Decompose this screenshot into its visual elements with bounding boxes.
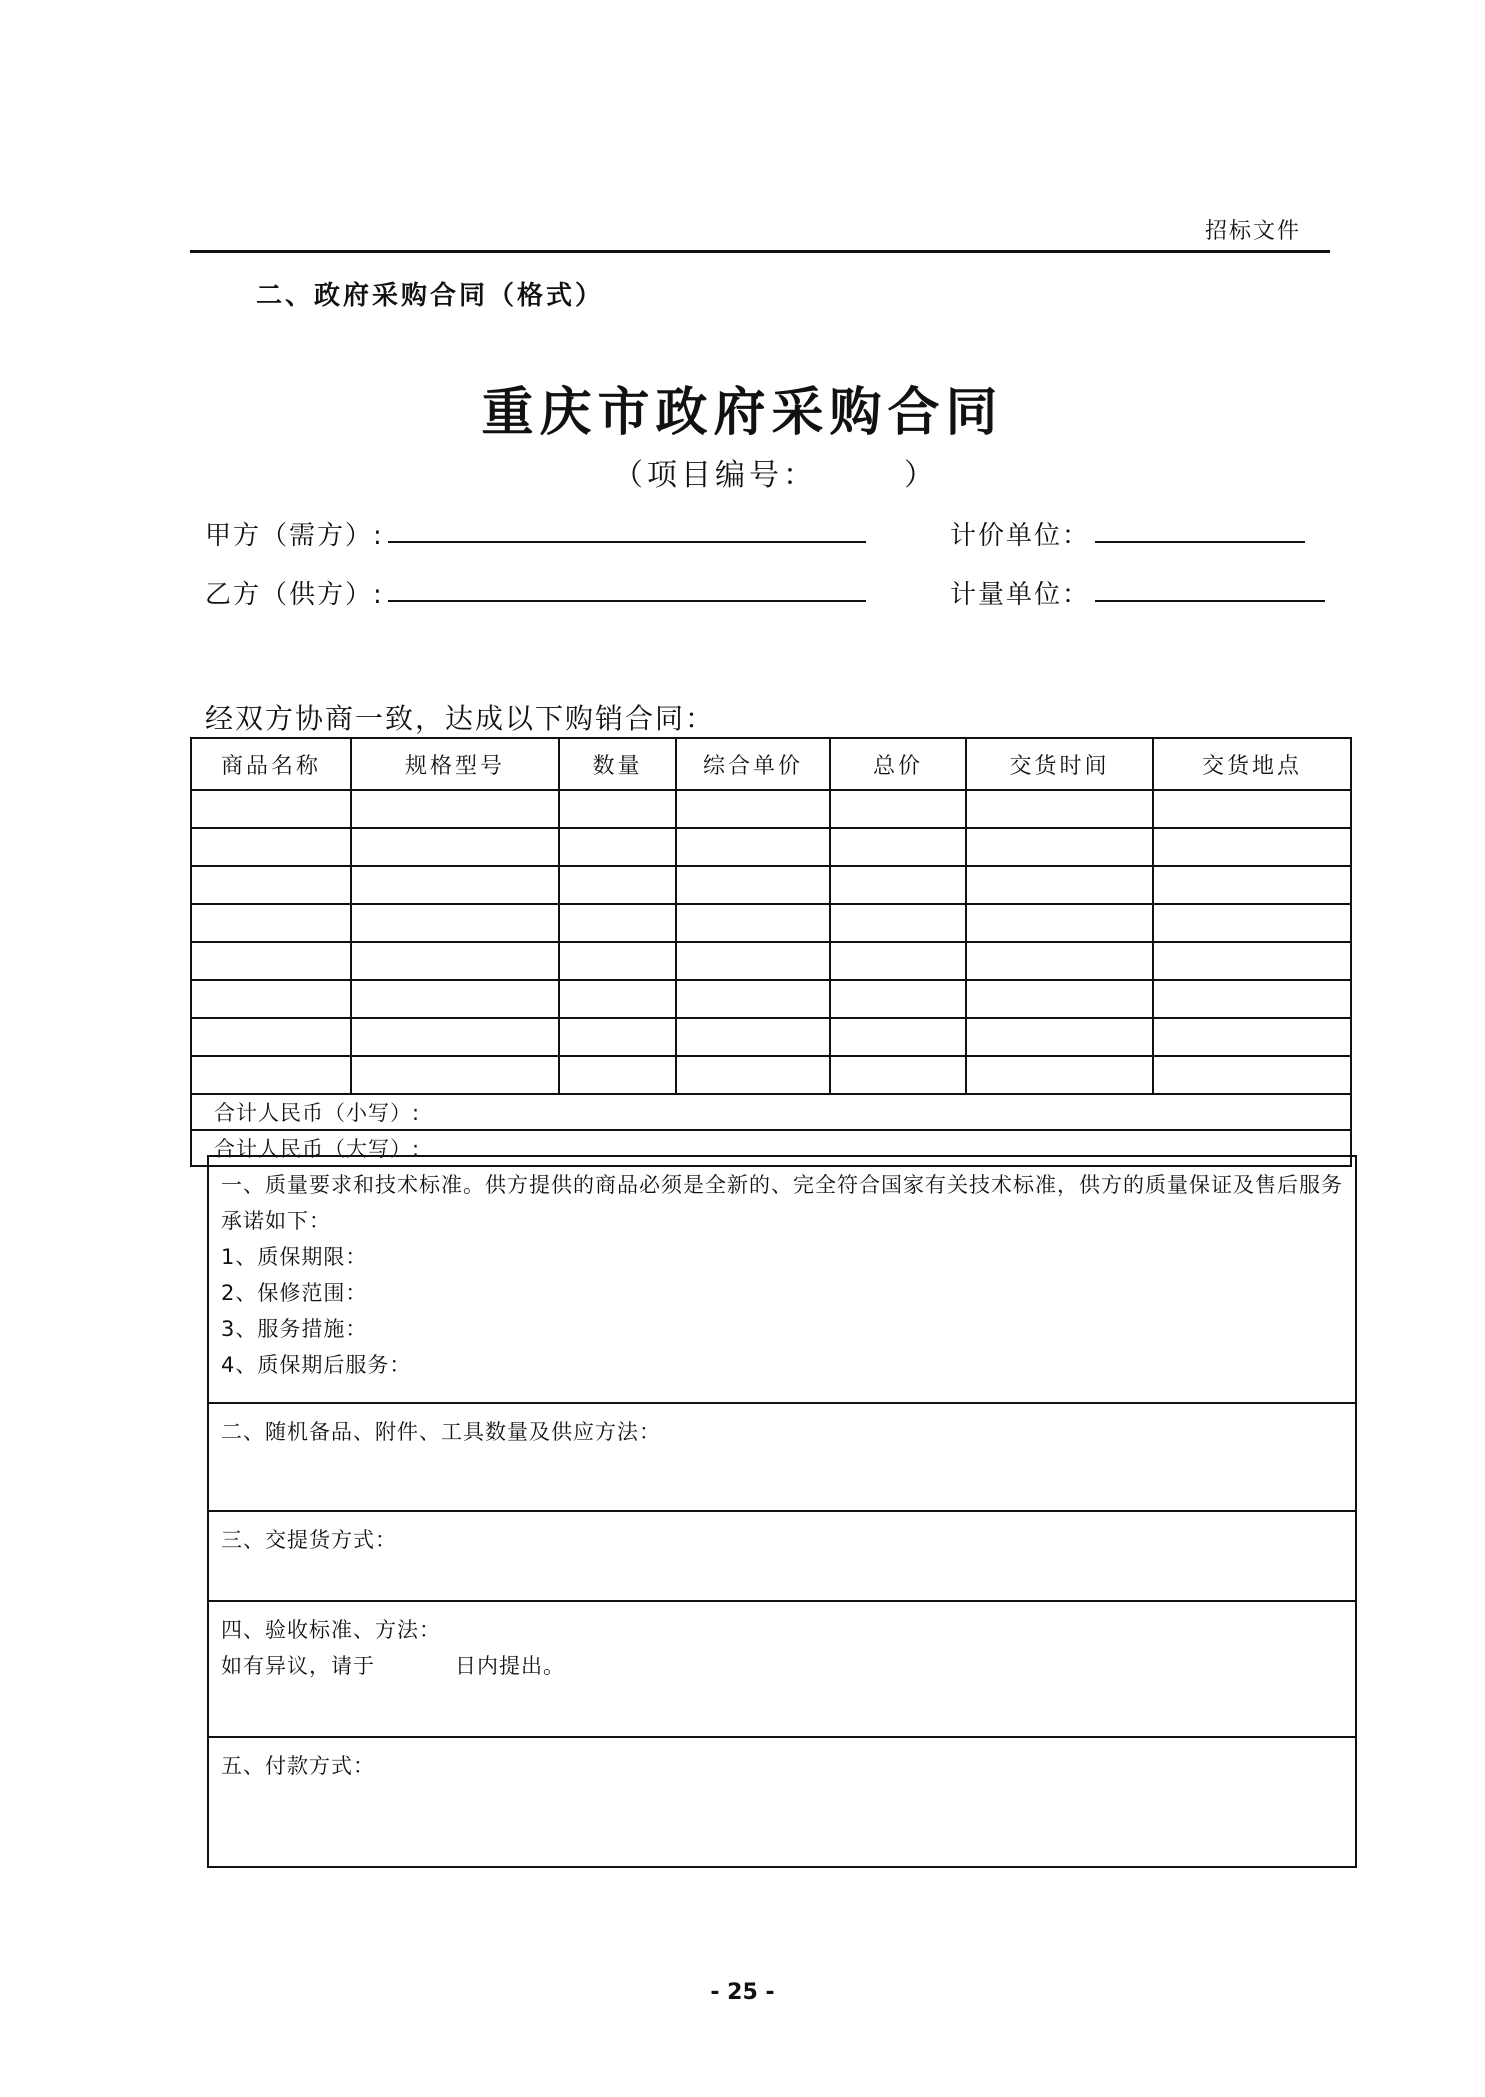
goods-cell	[351, 942, 559, 980]
goods-cell	[830, 904, 966, 942]
document-header-tag: 招标文件	[1205, 219, 1302, 244]
total-lower-label: 合计人民币（小写）:	[191, 1094, 1351, 1130]
goods-cell	[191, 790, 351, 828]
goods-cell	[966, 1018, 1153, 1056]
party-b-label: 乙方（供方）:	[205, 580, 384, 610]
goods-row	[191, 866, 1351, 904]
page-number: - 25 -	[710, 1980, 775, 2005]
quality-item: 3、服务措施：	[221, 1317, 368, 1341]
party-a-label: 甲方（需方）:	[205, 521, 384, 551]
goods-cell	[559, 942, 676, 980]
goods-cell	[191, 1056, 351, 1094]
goods-row	[191, 790, 1351, 828]
goods-cell	[966, 942, 1153, 980]
acceptance-terms	[208, 1601, 1356, 1737]
goods-cell	[1153, 942, 1351, 980]
acceptance-note-prefix: 如有异议，请于	[221, 1654, 375, 1678]
total-lower-row	[191, 1094, 1351, 1130]
goods-cell	[830, 1056, 966, 1094]
goods-cell	[191, 866, 351, 904]
goods-cell	[830, 828, 966, 866]
goods-cell	[191, 1018, 351, 1056]
spare-parts-terms	[208, 1403, 1356, 1511]
goods-cell	[351, 904, 559, 942]
goods-cell	[676, 790, 830, 828]
goods-cell	[351, 980, 559, 1018]
goods-cell	[676, 1018, 830, 1056]
party-b-blank	[388, 600, 866, 602]
goods-cell	[830, 790, 966, 828]
terms-row	[208, 1156, 1356, 1403]
contract-title: 重庆市政府采购合同	[481, 383, 1004, 443]
goods-cell	[191, 828, 351, 866]
goods-cell	[351, 866, 559, 904]
goods-cell	[559, 980, 676, 1018]
delivery-terms	[208, 1511, 1356, 1601]
quality-text: 一、质量要求和技术标准。供方提供的商品必须是全新的、完全符合国家有关技术标准，供方的质量保证及售后服务承诺如下：	[221, 1173, 1343, 1233]
goods-row	[191, 942, 1351, 980]
acceptance-note-suffix: 日内提出。	[455, 1654, 565, 1678]
goods-cell	[966, 790, 1153, 828]
terms-row	[208, 1737, 1356, 1867]
goods-cell	[1153, 980, 1351, 1018]
terms-row	[208, 1511, 1356, 1601]
goods-cell	[1153, 790, 1351, 828]
goods-row	[191, 980, 1351, 1018]
goods-cell	[830, 942, 966, 980]
quality-item: 1、质保期限：	[221, 1245, 368, 1269]
column-header: 交货时间	[966, 738, 1153, 790]
goods-cell	[191, 904, 351, 942]
total-upper-label: 合计人民币（大写）:	[191, 1130, 1351, 1166]
goods-header-row	[191, 738, 1351, 790]
column-header: 规格型号	[351, 738, 559, 790]
column-header: 总价	[830, 738, 966, 790]
delivery-label: 三、交提货方式：	[221, 1528, 397, 1552]
goods-cell	[559, 1018, 676, 1056]
goods-cell	[1153, 904, 1351, 942]
goods-row	[191, 1018, 1351, 1056]
goods-cell	[676, 980, 830, 1018]
goods-cell	[676, 866, 830, 904]
goods-cell	[191, 980, 351, 1018]
goods-cell	[191, 942, 351, 980]
goods-cell	[1153, 866, 1351, 904]
quality-item: 2、保修范围：	[221, 1281, 368, 1305]
measure-unit-label: 计量单位：	[950, 580, 1091, 610]
goods-cell	[351, 828, 559, 866]
quality-terms	[208, 1156, 1356, 1403]
goods-row	[191, 904, 1351, 942]
pricing-unit-label: 计价单位：	[950, 521, 1091, 551]
goods-cell	[830, 1018, 966, 1056]
goods-cell	[351, 790, 559, 828]
terms-row	[208, 1601, 1356, 1737]
goods-cell	[830, 866, 966, 904]
goods-cell	[351, 1056, 559, 1094]
goods-cell	[676, 942, 830, 980]
goods-table	[190, 737, 1352, 1167]
goods-cell	[966, 1056, 1153, 1094]
goods-cell	[1153, 1018, 1351, 1056]
spare-parts-label: 二、随机备品、附件、工具数量及供应方法：	[221, 1420, 661, 1444]
contract-intro: 经双方协商一致，达成以下购销合同：	[205, 702, 716, 735]
terms-table	[207, 1155, 1357, 1868]
quality-item: 4、质保期后服务：	[221, 1353, 412, 1377]
column-header: 数量	[559, 738, 676, 790]
goods-cell	[966, 866, 1153, 904]
goods-cell	[559, 790, 676, 828]
terms-row	[208, 1403, 1356, 1511]
goods-cell	[351, 1018, 559, 1056]
goods-cell	[559, 904, 676, 942]
pricing-unit-blank	[1095, 541, 1305, 543]
goods-cell	[559, 828, 676, 866]
goods-row	[191, 828, 1351, 866]
section-title: 二、政府采购合同（格式）	[256, 281, 605, 311]
goods-cell	[676, 1056, 830, 1094]
goods-cell	[676, 828, 830, 866]
payment-terms	[208, 1737, 1356, 1867]
goods-cell	[966, 828, 1153, 866]
acceptance-note	[221, 1648, 1343, 1684]
goods-cell	[830, 980, 966, 1018]
acceptance-label: 四、验收标准、方法：	[221, 1618, 441, 1642]
goods-cell	[676, 904, 830, 942]
column-header: 交货地点	[1153, 738, 1351, 790]
goods-cell	[966, 980, 1153, 1018]
goods-cell	[559, 866, 676, 904]
goods-cell	[559, 1056, 676, 1094]
payment-label: 五、付款方式：	[221, 1754, 375, 1778]
column-header: 商品名称	[191, 738, 351, 790]
party-a-blank	[388, 541, 866, 543]
measure-unit-blank	[1095, 600, 1325, 602]
goods-rows	[191, 790, 1351, 1094]
header-rule	[190, 250, 1330, 253]
goods-cell	[1153, 1056, 1351, 1094]
goods-cell	[966, 904, 1153, 942]
goods-cell	[1153, 828, 1351, 866]
project-number: （项目编号： ）	[613, 458, 938, 493]
goods-row	[191, 1056, 1351, 1094]
column-header: 综合单价	[676, 738, 830, 790]
